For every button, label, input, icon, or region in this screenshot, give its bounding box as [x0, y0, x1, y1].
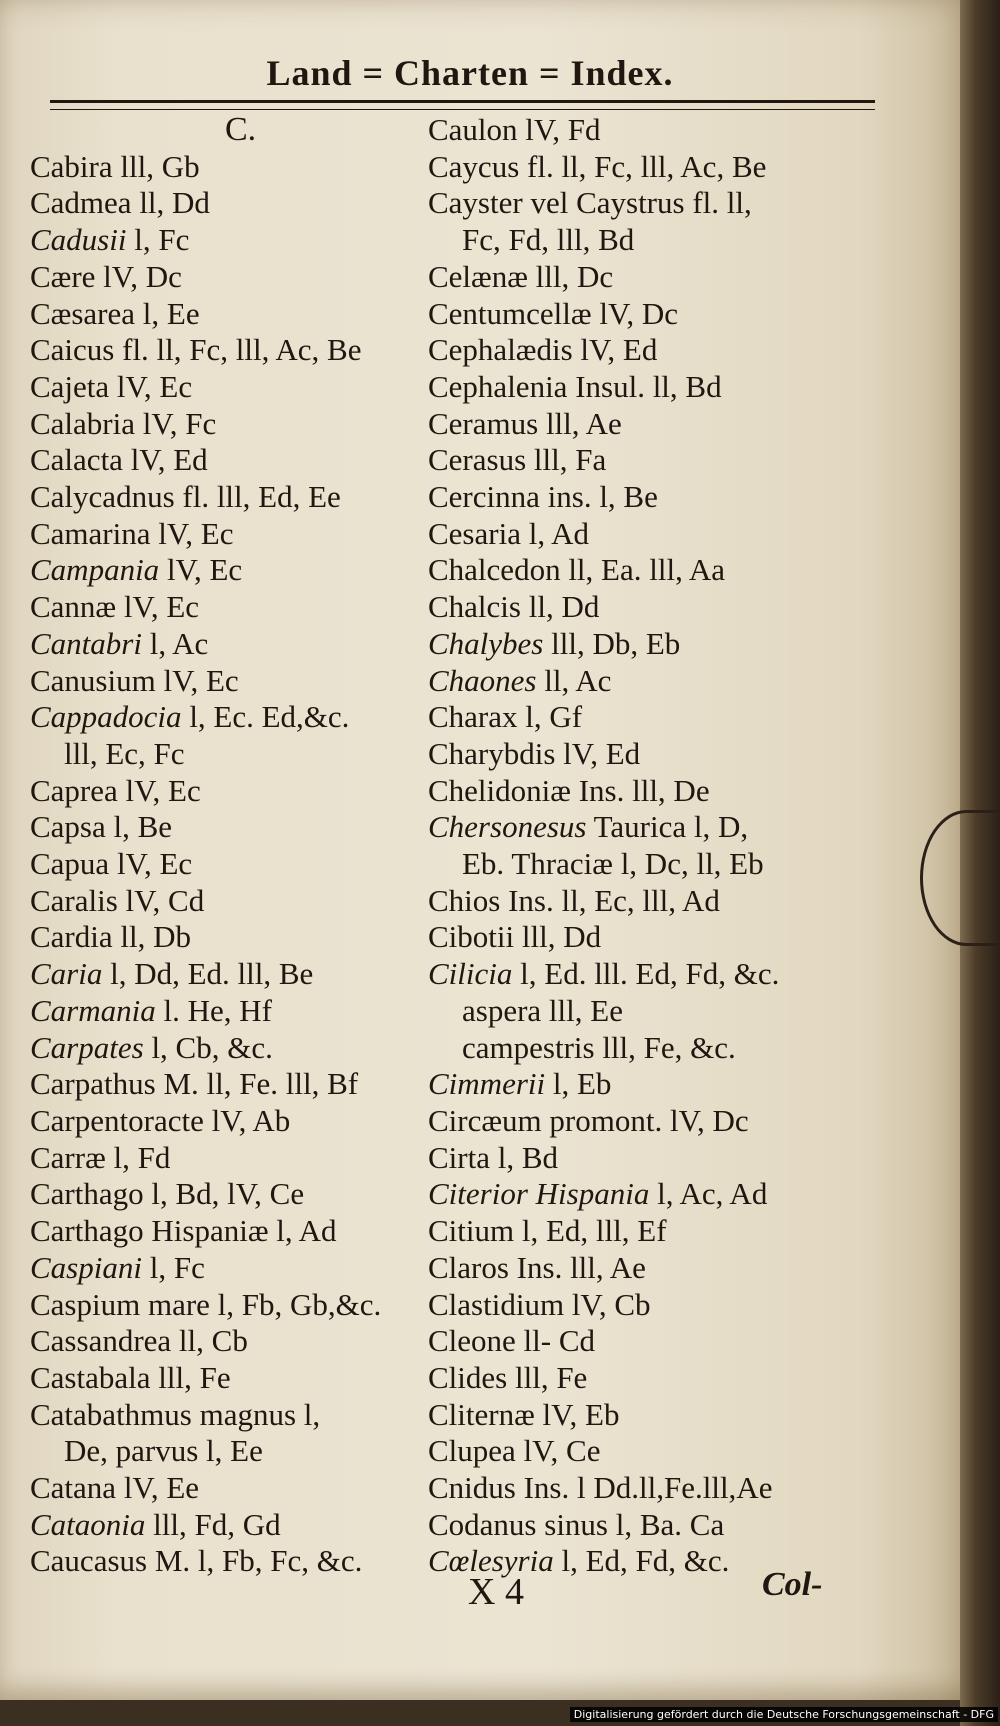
index-entry: Carthago Hispaniæ l, Ad [30, 1213, 337, 1249]
index-entry: Cabira lll, Gb [30, 148, 200, 184]
index-entry: Cimmerii l, Eb [428, 1066, 612, 1102]
index-entry: Celænæ lll, Dc [428, 258, 614, 294]
index-right-column [428, 112, 898, 1580]
index-entry: Campania lV, Ec [30, 552, 243, 588]
index-entry: Cœlesyria l, Ed, Fd, &c. [428, 1543, 730, 1579]
index-entry: Clupea lV, Ce [428, 1433, 601, 1469]
index-entry: aspera lll, Ee [462, 992, 623, 1028]
index-entry: Capsa l, Be [30, 809, 173, 845]
index-entry: Cæsarea l, Ee [30, 295, 200, 331]
page-header: Land = Charten = Index. [266, 53, 674, 93]
index-entry: Circæum promont. lV, Dc [428, 1102, 749, 1138]
index-entry: Cannæ lV, Ec [30, 589, 200, 625]
index-entry: Chalcis ll, Dd [428, 589, 600, 625]
index-entry: Carpates l, Cb, &c. [30, 1029, 273, 1065]
index-entry: Cære lV, Dc [30, 258, 182, 294]
index-entry: Charax l, Gf [428, 699, 583, 735]
index-entry: Canusium lV, Ec [30, 662, 239, 698]
index-entry: Calycadnus fl. lll, Ed, Ee [30, 479, 341, 515]
index-entry: Cephalenia Insul. ll, Bd [428, 368, 722, 404]
index-entry: Cerasus lll, Fa [428, 442, 607, 478]
index-entry: Caralis lV, Cd [30, 882, 205, 918]
index-entry: Caspiani l, Fc [30, 1249, 205, 1285]
index-entry: Claros Ins. lll, Ae [428, 1249, 646, 1285]
index-entry: Carpentoracte lV, Ab [30, 1102, 291, 1138]
index-entry: Chios Ins. ll, Ec, lll, Ad [428, 882, 720, 918]
index-entry: Carpathus M. ll, Fe. lll, Bf [30, 1066, 359, 1102]
index-entry: Citerior Hispania l, Ac, Ad [428, 1176, 768, 1212]
index-entry: Cliternæ lV, Eb [428, 1396, 620, 1432]
index-entry: Cleone ll- Cd [428, 1323, 596, 1359]
index-left-column [30, 112, 440, 1580]
index-entry: Caspium mare l, Fb, Gb,&c. [30, 1286, 382, 1322]
index-entry: Codanus sinus l, Ba. Ca [428, 1506, 725, 1542]
digitization-note: Digitalisierung gefördert durch die Deutsche Forschungsgemeinschaft - DFG [570, 1707, 998, 1722]
index-entry: Carræ l, Fd [30, 1139, 171, 1175]
index-entry: De, parvus l, Ee [64, 1433, 263, 1469]
index-entry: Clides lll, Fe [428, 1359, 588, 1395]
index-entry: Charybdis lV, Ed [428, 735, 641, 771]
index-entry: Cayster vel Caystrus fl. ll, [428, 185, 752, 221]
index-entry: Clastidium lV, Cb [428, 1286, 651, 1322]
index-entry: Cataonia lll, Fd, Gd [30, 1506, 281, 1542]
index-entry: Cadusii l, Fc [30, 222, 190, 258]
index-entry: Eb. Thraciæ l, Dc, ll, Eb [462, 846, 764, 882]
index-entry: Cajeta lV, Ec [30, 368, 193, 404]
index-entry: Cilicia l, Ed. lll. Ed, Fd, &c. [428, 956, 780, 992]
index-entry: Cnidus Ins. l Dd.ll,Fe.lll,Ae [428, 1470, 773, 1506]
index-entry: Calacta lV, Ed [30, 442, 208, 478]
index-entry: Cassandrea ll, Cb [30, 1323, 248, 1359]
index-entry: Carthago l, Bd, lV, Ce [30, 1176, 305, 1212]
index-entry: Chelidoniæ Ins. lll, De [428, 772, 710, 808]
index-entry: Cibotii lll, Dd [428, 919, 602, 955]
index-entry: Cesaria l, Ad [428, 515, 589, 551]
index-entry: Catana lV, Ee [30, 1470, 200, 1506]
index-entry: Capua lV, Ec [30, 846, 193, 882]
header-rule [50, 100, 875, 110]
index-entry: Cirta l, Bd [428, 1139, 559, 1175]
index-entry: Centumcellæ lV, Dc [428, 295, 678, 331]
index-entry: Castabala lll, Fe [30, 1359, 231, 1395]
index-entry: Chersonesus Taurica l, D, [428, 809, 749, 845]
index-entry: Cantabri l, Ac [30, 625, 209, 661]
index-entry: Caucasus M. l, Fb, Fc, &c. [30, 1543, 363, 1579]
index-entry: Chaones ll, Ac [428, 662, 612, 698]
index-entry: Caprea lV, Ec [30, 772, 201, 808]
index-entry: Cercinna ins. l, Be [428, 479, 658, 515]
index-entry: Fc, Fd, lll, Bd [462, 222, 635, 258]
index-entry: Caria l, Dd, Ed. lll, Be [30, 956, 314, 992]
index-entry: Caycus fl. ll, Fc, lll, Ac, Be [428, 148, 767, 184]
section-letter: C. [225, 111, 257, 148]
index-entry: Cardia ll, Db [30, 919, 191, 955]
index-entry: Ceramus lll, Ae [428, 405, 622, 441]
index-entry: Cappadocia l, Ec. Ed,&c. [30, 699, 350, 735]
index-entry: Caicus fl. ll, Fc, lll, Ac, Be [30, 332, 362, 368]
index-entry: lll, Ec, Fc [64, 735, 185, 771]
index-entry: Catabathmus magnus l, [30, 1396, 321, 1432]
index-entry: Chalcedon ll, Ea. lll, Aa [428, 552, 726, 588]
index-entry: Caulon lV, Fd [428, 112, 601, 147]
index-entry: Calabria lV, Fc [30, 405, 217, 441]
index-entry: Camarina lV, Ec [30, 515, 234, 551]
index-entry: Cephalædis lV, Ed [428, 332, 658, 368]
index-entry: Citium l, Ed, lll, Ef [428, 1213, 667, 1249]
signature-mark: X 4 [468, 1571, 524, 1613]
index-entry: Chalybes lll, Db, Eb [428, 625, 681, 661]
index-entry: Cadmea ll, Dd [30, 185, 210, 221]
index-entry: Carmania l. He, Hf [30, 992, 272, 1028]
index-entry: campestris lll, Fe, &c. [462, 1029, 736, 1065]
catchword: Col- [762, 1566, 823, 1603]
